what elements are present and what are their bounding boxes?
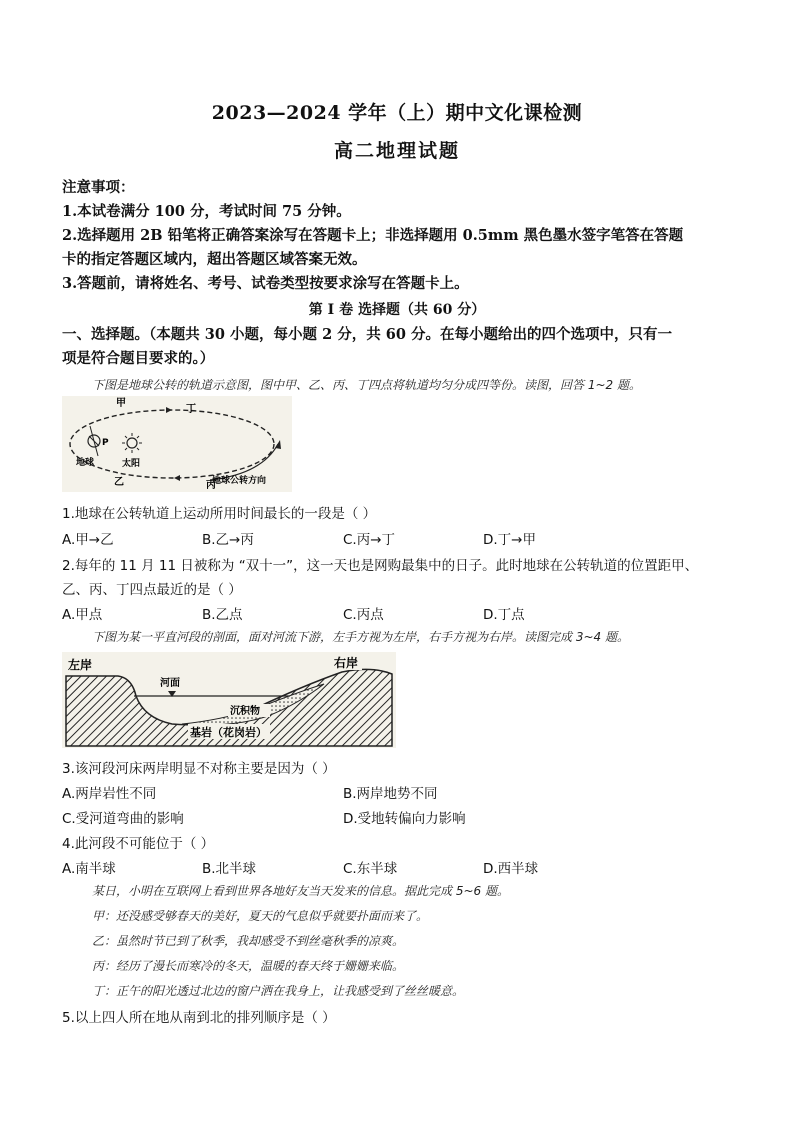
label-yi: 乙 [114,477,124,488]
figure1-intro: 下图是地球公转的轨道示意图，图中甲、乙、丙、丁四点将轨道均匀分成四等份。读图，回答 1~2 题。 [92,378,641,392]
q1-option-d: D.丁→甲 [483,532,536,548]
q3-option-b: B.两岸地势不同 [343,786,438,802]
label-p: P [102,438,109,448]
label-right-bank: 右岸 [334,656,359,670]
label-ding: 丁 [186,404,196,415]
figure2-intro: 下图为某一平直河段的剖面，面对河流下游，左手方视为左岸，右手方视为右岸。读图完成 3~4 题。 [92,630,629,644]
exam-title: 2023—2024 学年（上）期中文化课检测 [211,102,583,124]
passage-message-bing: 丙：经历了漫长而寒冷的冬天，温暖的春天终于姗姗来临。 [92,959,405,973]
section-heading-line2: 项是符合题目要求的。） [62,350,215,367]
label-earth: 地球 [76,458,95,468]
q3-option-d: D.受地转偏向力影响 [343,811,466,827]
q1-stem: 1.地球在公转轨道上运动所用时间最长的一段是（ ） [62,506,377,522]
label-bing: 丙 [206,480,216,491]
label-sun: 太阳 [122,459,141,469]
q5-stem: 5.以上四人所在地从南到北的排列顺序是（ ） [62,1010,336,1026]
q4-option-a: A.南半球 [62,861,116,877]
q2-option-d: D.丁点 [483,607,525,623]
orbit-diagram [62,396,292,492]
exam-subtitle: 高二地理试题 [333,140,460,162]
note-3: 3.答题前，请将姓名、考号、试卷类型按要求涂写在答题卡上。 [62,275,469,292]
label-direction: 地球公转方向 [212,476,267,486]
passage-message-ding: 丁：正午的阳光透过北边的窗户洒在我身上，让我感受到了丝丝暖意。 [92,984,465,998]
part-title: 第 I 卷 选择题（共 60 分） [308,302,486,318]
q2-stem-line2: 乙、丙、丁四点最近的是（ ） [62,582,242,598]
passage-intro: 某日，小明在互联网上看到世界各地好友当天发来的信息。据此完成 5~6 题。 [92,884,509,898]
q2-option-c: C.丙点 [343,607,384,623]
river-cross-section-diagram [62,652,396,748]
q3-stem: 3.该河段河床两岸明显不对称主要是因为（ ） [62,761,336,777]
q2-option-a: A.甲点 [62,607,103,623]
q4-stem: 4.此河段不可能位于（ ） [62,836,215,852]
q1-option-a: A.甲→乙 [62,532,114,548]
passage-message-jia: 甲：还没感受够春天的美好，夏天的气息似乎就要扑面而来了。 [92,909,429,923]
q4-option-b: B.北半球 [202,861,257,877]
label-left-bank: 左岸 [68,658,93,672]
q4-option-d: D.西半球 [483,861,539,877]
q3-option-c: C.受河道弯曲的影响 [62,811,184,827]
q3-option-a: A.两岸岩性不同 [62,786,157,802]
label-bedrock: 基岩（花岗岩） [190,726,267,739]
note-2-line2: 卡的指定答题区域内，超出答题区域答案无效。 [62,251,367,268]
q4-option-c: C.东半球 [343,861,398,877]
notes-heading: 注意事项： [62,179,135,196]
note-2-line1: 2.选择题用 2B 铅笔将正确答案涂写在答题卡上；非选择题用 0.5mm 黑色墨水签字笔答在答题 [62,227,684,244]
label-sediment: 沉积物 [230,706,260,717]
label-jia: 甲 [116,398,126,409]
section-heading-line1: 一、选择题。（本题共 30 小题，每小题 2 分，共 60 分。在每小题给出的四个选项中，只有一 [62,326,672,343]
note-1: 1.本试卷满分 100 分，考试时间 75 分钟。 [62,203,351,220]
q2-option-b: B.乙点 [202,607,243,623]
label-water-surface: 河面 [160,678,180,689]
q1-option-b: B.乙→丙 [202,532,254,548]
q1-option-c: C.丙→丁 [343,532,396,548]
passage-message-yi: 乙：虽然时节已到了秋季，我却感受不到丝毫秋季的凉爽。 [92,934,405,948]
q2-stem-line1: 2.每年的 11 月 11 日被称为 “双十一”，这一天也是网购最集中的日子。此时地球在公转轨道的位置距甲、 [62,558,699,574]
